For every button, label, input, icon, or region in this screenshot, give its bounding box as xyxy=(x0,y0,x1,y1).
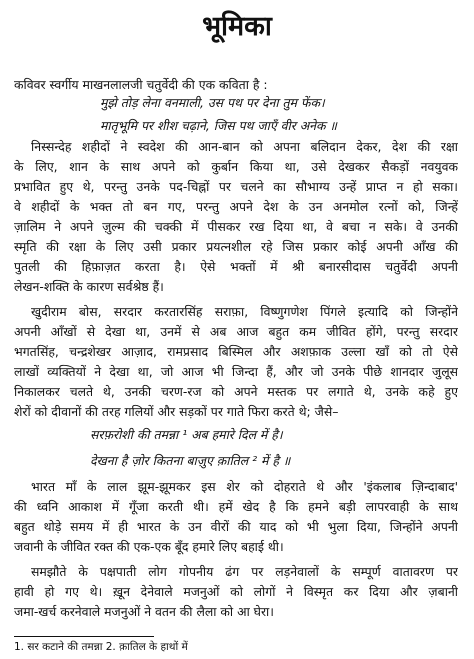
paragraph-line: खुदीराम बोस, सरदार करतारसिंह सराफ़ा, विष्णुगणेश पिंगले इत्यादि को जिन्होंने xyxy=(31,304,458,319)
verse-line: मातृभूमि पर शीश चढ़ाने, जिस पथ जाएँ वीर अनेक ॥ xyxy=(100,118,337,133)
paragraph-line: वे शहीदों के भक्त तो बन गए, परन्तु अपने देश के उन अनमोल रत्नों को, जिन्हें xyxy=(14,199,458,214)
couplet-line: देखना है ज़ोर कितना बाज़ुए क़ातिल ² में है ॥ xyxy=(90,453,291,468)
paragraph-line: लेखन-शक्ति के कारण सर्वश्रेष्ठ हैं। xyxy=(14,279,164,294)
paragraph-line: अपनी आँखों से देखा था, उनमें से अब आज बहुत कम जीवित होंगे, परन्तु सरदार xyxy=(14,324,458,339)
footnote: 1. सर कटाने की तमन्ना 2. क़ातिल के हाथों में xyxy=(14,641,188,653)
paragraph-line: ज़ालिम ने अपने ज़ुल्म की चक्की में पीसकर रख दिया था, वे बचा न सके। वे उनकी xyxy=(14,219,458,234)
paragraph-line: समझौते के पक्षपाती लोग गोपनीय ढंग पर लड़नेवालों के सम्पूर्ण वातावरण पर xyxy=(31,564,458,579)
paragraph-line: पुतली की हिफ़ाज़त करता है। ऐसे भक्तों में श्री बनारसीदास चतुर्वेदी अपनी xyxy=(14,259,458,274)
paragraph-line: लाखों व्यक्तियों ने देखा था, जो आज भी जिन्दा हैं, और जो उनके पीछे शानदार जुलूस xyxy=(14,364,458,379)
paragraph-line: निकालकर चलते थे, उनकी चरण-रज को अपने मस्तक पर लगाते थे, उनके कहे हुए xyxy=(14,384,458,399)
paragraph-line: भारत माँ के लाल झूम-झूमकर इस शेर को दोहराते थे और 'इंकलाब ज़िन्दाबाद' xyxy=(31,479,458,494)
paragraph-line: हावी हो गए थे। ख़ून देनेवाले मजनुओं को लोगों ने विस्मृत कर दिया और ज़बानी xyxy=(14,584,458,599)
paragraph-line: बहुत थोड़े समय में ही भारत के उन वीरों की याद को भी भुला दिया, जिन्होंने अपनी xyxy=(14,519,458,534)
paragraph-line: प्रभावित हुए थे, परन्तु उनके पद-चिह्नों पर चलने का सौभाग्य उन्हें प्राप्त न हो सका। xyxy=(14,179,458,194)
verse-line: मुझे तोड़ लेना वनमाली, उस पथ पर देना तुम फेंक। xyxy=(100,95,325,110)
paragraph-line: स्मृति की रक्षा के लिए उसी प्रकार प्रयत्नशील रहे जिस प्रकार कोई अपनी आँख की xyxy=(14,239,458,254)
paragraph-line: शेरों को दीवानों की तरह गलियों और सड़कों पर गाते फिरा करते थे; जैसे– xyxy=(14,404,339,419)
footnote-divider xyxy=(14,636,154,637)
page-title: भूमिका xyxy=(202,11,272,42)
intro-line: कविवर स्वर्गीय माखनलालजी चतुर्वेदी की एक कविता है : xyxy=(14,77,268,92)
couplet-line: सरफ़रोशी की तमन्ना ¹ अब हमारे दिल में है। xyxy=(90,427,283,442)
paragraph-line: जमा-खर्च करनेवाले मजनुओं ने वतन की लैला को आ घेरा। xyxy=(14,604,274,619)
paragraph-line: जवानी के जीवित रक्त की एक-एक बूँद हमारे लिए बहाई थी। xyxy=(14,539,284,554)
paragraph-line: के लिए, शान के साथ अपने को कुर्बान किया था, उसे देखकर सैकड़ों नवयुवक xyxy=(14,159,458,174)
paragraph-line: की ध्वनि आकाश में गूँजा करती थी। हमें खेद है कि हमने बड़ी लापरवाही के साथ xyxy=(14,499,458,514)
paragraph-line: भगतसिंह, चन्द्रशेखर आज़ाद, रामप्रसाद बिस्मिल और अशफ़ाक उल्ला खाँ को तो ऐसे xyxy=(14,344,458,359)
paragraph-line: निस्सन्देह शहीदों ने स्वदेश की आन-बान को अपना बलिदान देकर, देश की रक्षा xyxy=(31,139,458,154)
